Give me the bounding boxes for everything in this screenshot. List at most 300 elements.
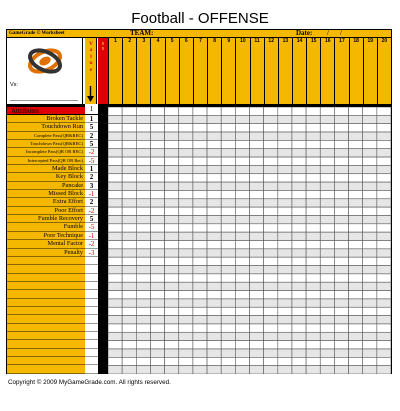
grade-cell[interactable] [334,332,348,340]
grade-cell[interactable] [264,257,278,265]
grade-cell[interactable] [306,199,320,207]
grade-cell[interactable] [363,366,377,374]
blank-value-cell[interactable] [85,332,98,340]
grade-cell[interactable] [349,215,363,223]
grade-cell[interactable] [377,332,391,340]
grade-cell[interactable] [221,165,235,173]
grade-cell[interactable] [306,349,320,357]
grade-cell[interactable] [165,274,179,282]
grade-cell[interactable] [264,124,278,132]
blank-value-cell[interactable] [85,365,98,373]
grade-cell[interactable] [264,157,278,165]
grade-cell[interactable] [363,307,377,315]
grade-cell[interactable] [334,307,348,315]
blank-value-cell[interactable] [85,357,98,365]
grade-cell[interactable] [207,107,221,115]
grade-cell[interactable] [136,241,150,249]
blank-value-cell[interactable] [85,290,98,298]
grade-cell[interactable] [165,291,179,299]
grade-cell[interactable] [122,341,136,349]
grade-cell[interactable] [122,241,136,249]
blank-value-cell[interactable] [85,299,98,307]
grade-cell[interactable] [334,224,348,232]
grade-cell[interactable] [377,174,391,182]
grade-cell[interactable] [207,224,221,232]
blank-value-cell[interactable] [85,307,98,315]
grade-cell[interactable] [278,241,292,249]
grade-cell[interactable] [165,249,179,257]
grade-cell[interactable] [108,132,122,140]
grade-cell[interactable] [264,241,278,249]
grade-cell[interactable] [136,349,150,357]
grade-cell[interactable] [150,174,164,182]
grade-cell[interactable] [179,124,193,132]
grade-cell[interactable] [349,199,363,207]
grade-cell[interactable] [108,291,122,299]
grade-cell[interactable] [108,341,122,349]
grade-cell[interactable] [278,274,292,282]
grade-cell[interactable] [179,291,193,299]
grade-cell[interactable] [377,299,391,307]
grade-cell[interactable] [179,115,193,123]
grade-cell[interactable] [207,249,221,257]
grade-cell[interactable] [136,140,150,148]
blank-attribute-row[interactable] [7,349,85,357]
grade-cell[interactable] [278,307,292,315]
grade-cell[interactable] [306,232,320,240]
grade-cell[interactable] [150,182,164,190]
grade-cell[interactable] [349,366,363,374]
grade-cell[interactable] [250,291,264,299]
grade-cell[interactable] [278,332,292,340]
grade-cell[interactable] [122,357,136,365]
grade-cell[interactable] [136,182,150,190]
grade-cell[interactable] [179,241,193,249]
grade-cell[interactable] [349,182,363,190]
grade-cell[interactable] [235,366,249,374]
grade-cell[interactable] [306,241,320,249]
grade-cell[interactable] [193,291,207,299]
grade-cell[interactable] [221,140,235,148]
grade-cell[interactable] [334,316,348,324]
blank-value-cell[interactable] [85,315,98,323]
grade-cell[interactable] [363,107,377,115]
grade-cell[interactable] [250,324,264,332]
grade-cell[interactable] [193,182,207,190]
grade-cell[interactable] [108,274,122,282]
grade-cell[interactable] [108,257,122,265]
grade-cell[interactable] [363,324,377,332]
grade-cell[interactable] [363,115,377,123]
grade-cell[interactable] [108,249,122,257]
grade-cell[interactable] [292,291,306,299]
grade-cell[interactable] [179,190,193,198]
grade-cell[interactable] [179,140,193,148]
grade-cell[interactable] [179,324,193,332]
grade-cell[interactable] [221,257,235,265]
blank-value-cell[interactable] [85,282,98,290]
grade-cell[interactable] [306,115,320,123]
grade-cell[interactable] [122,140,136,148]
grade-cell[interactable] [292,332,306,340]
grade-cell[interactable] [349,282,363,290]
grade-cell[interactable] [122,149,136,157]
grade-cell[interactable] [264,182,278,190]
grade-cell[interactable] [165,115,179,123]
grade-cell[interactable] [122,190,136,198]
grade-cell[interactable] [136,174,150,182]
grade-cell[interactable] [250,249,264,257]
grade-cell[interactable] [165,224,179,232]
grade-cell[interactable] [306,332,320,340]
grade-cell[interactable] [250,149,264,157]
grade-cell[interactable] [377,149,391,157]
grade-cell[interactable] [292,232,306,240]
grade-cell[interactable] [150,157,164,165]
grade-cell[interactable] [292,282,306,290]
grade-cell[interactable] [334,249,348,257]
grade-cell[interactable] [136,132,150,140]
grade-cell[interactable] [363,165,377,173]
grade-cell[interactable] [193,215,207,223]
grade-cell[interactable] [250,257,264,265]
grade-cell[interactable] [306,274,320,282]
grade-cell[interactable] [207,341,221,349]
grade-cell[interactable] [150,274,164,282]
grade-cell[interactable] [235,349,249,357]
grade-cell[interactable] [193,232,207,240]
grade-cell[interactable] [179,332,193,340]
grade-cell[interactable] [221,241,235,249]
grade-cell[interactable] [122,249,136,257]
grade-cell[interactable] [221,132,235,140]
grade-cell[interactable] [108,140,122,148]
grade-cell[interactable] [320,165,334,173]
grade-cell[interactable] [150,224,164,232]
grade-cell[interactable] [193,316,207,324]
blank-attribute-row[interactable] [7,340,85,348]
grade-cell[interactable] [264,140,278,148]
grade-cell[interactable] [264,224,278,232]
grade-cell[interactable] [235,232,249,240]
grade-cell[interactable] [122,124,136,132]
grade-cell[interactable] [349,291,363,299]
grade-cell[interactable] [278,366,292,374]
grade-cell[interactable] [165,316,179,324]
grade-cell[interactable] [306,307,320,315]
grade-cell[interactable] [235,157,249,165]
grade-cell[interactable] [108,124,122,132]
grade-cell[interactable] [320,282,334,290]
grade-cell[interactable] [221,366,235,374]
grade-cell[interactable] [179,366,193,374]
grade-cell[interactable] [150,341,164,349]
grade-cell[interactable] [363,132,377,140]
blank-value-cell[interactable] [85,257,98,265]
grade-cell[interactable] [264,291,278,299]
grade-cell[interactable] [334,132,348,140]
grade-cell[interactable] [250,207,264,215]
grade-cell[interactable] [250,266,264,274]
grade-cell[interactable] [377,165,391,173]
grade-cell[interactable] [221,199,235,207]
grade-cell[interactable] [264,307,278,315]
grade-cell[interactable] [235,140,249,148]
grade-cell[interactable] [250,357,264,365]
blank-value-cell[interactable] [85,349,98,357]
grade-cell[interactable] [250,190,264,198]
grade-cell[interactable] [377,282,391,290]
grade-cell[interactable] [165,132,179,140]
grade-cell[interactable] [250,307,264,315]
blank-value-cell[interactable] [85,324,98,332]
grade-cell[interactable] [108,266,122,274]
grade-cell[interactable] [278,215,292,223]
grade-cell[interactable] [334,190,348,198]
grade-cell[interactable] [250,349,264,357]
grade-cell[interactable] [150,299,164,307]
grade-cell[interactable] [179,199,193,207]
grade-cell[interactable] [122,324,136,332]
grade-cell[interactable] [363,140,377,148]
grade-cell[interactable] [108,199,122,207]
grade-cell[interactable] [334,241,348,249]
grade-cell[interactable] [250,282,264,290]
grade-cell[interactable] [108,307,122,315]
grade-cell[interactable] [320,249,334,257]
grade-cell[interactable] [363,207,377,215]
grade-cell[interactable] [207,349,221,357]
grade-cell[interactable] [349,149,363,157]
grade-cell[interactable] [377,307,391,315]
grade-cell[interactable] [264,316,278,324]
grade-cell[interactable] [349,324,363,332]
grade-cell[interactable] [193,124,207,132]
grade-cell[interactable] [250,366,264,374]
grade-cell[interactable] [108,332,122,340]
grade-cell[interactable] [150,291,164,299]
grade-cell[interactable] [136,366,150,374]
grade-cell[interactable] [349,307,363,315]
grade-cell[interactable] [122,274,136,282]
grade-cell[interactable] [207,199,221,207]
grade-cell[interactable] [221,190,235,198]
grade-cell[interactable] [136,232,150,240]
grade-cell[interactable] [320,207,334,215]
blank-attribute-row[interactable] [7,282,85,290]
grade-cell[interactable] [320,299,334,307]
grade-cell[interactable] [292,241,306,249]
grade-cell[interactable] [306,316,320,324]
grade-cell[interactable] [179,257,193,265]
grade-cell[interactable] [320,349,334,357]
grade-cell[interactable] [363,215,377,223]
grade-cell[interactable] [292,307,306,315]
grade-cell[interactable] [264,274,278,282]
grade-cell[interactable] [292,215,306,223]
grade-cell[interactable] [278,324,292,332]
grade-cell[interactable] [165,241,179,249]
grade-cell[interactable] [221,282,235,290]
grade-cell[interactable] [250,241,264,249]
grade-cell[interactable] [150,241,164,249]
grade-cell[interactable] [264,232,278,240]
grade-cell[interactable] [165,190,179,198]
grade-cell[interactable] [377,249,391,257]
grade-cell[interactable] [377,182,391,190]
grade-cell[interactable] [320,107,334,115]
grade-cell[interactable] [349,190,363,198]
grade-cell[interactable] [179,341,193,349]
grade-cell[interactable] [235,266,249,274]
grade-cell[interactable] [193,324,207,332]
grade-cell[interactable] [250,274,264,282]
grade-cell[interactable] [122,157,136,165]
grade-cell[interactable] [136,341,150,349]
grade-cell[interactable] [207,291,221,299]
grade-cell[interactable] [306,257,320,265]
grade-cell[interactable] [306,132,320,140]
grade-cell[interactable] [264,149,278,157]
grade-cell[interactable] [334,165,348,173]
grade-cell[interactable] [150,115,164,123]
grade-cell[interactable] [334,107,348,115]
grade-cell[interactable] [377,241,391,249]
grade-cell[interactable] [320,115,334,123]
grade-cell[interactable] [207,174,221,182]
grade-cell[interactable] [179,266,193,274]
grade-cell[interactable] [165,282,179,290]
grade-cell[interactable] [221,357,235,365]
grade-cell[interactable] [292,316,306,324]
grade-cell[interactable] [122,316,136,324]
grade-cell[interactable] [221,157,235,165]
grade-cell[interactable] [165,124,179,132]
grade-cell[interactable] [136,307,150,315]
grade-cell[interactable] [349,299,363,307]
grade-cell[interactable] [179,157,193,165]
grade-cell[interactable] [334,291,348,299]
grade-cell[interactable] [264,282,278,290]
grade-cell[interactable] [292,224,306,232]
grade-cell[interactable] [363,182,377,190]
grade-cell[interactable] [278,199,292,207]
grade-cell[interactable] [320,357,334,365]
grade-cell[interactable] [207,215,221,223]
grade-cell[interactable] [122,282,136,290]
grade-cell[interactable] [221,107,235,115]
grade-cell[interactable] [349,274,363,282]
grade-cell[interactable] [320,324,334,332]
grade-cell[interactable] [278,224,292,232]
grade-cell[interactable] [334,349,348,357]
grade-cell[interactable] [320,341,334,349]
grade-cell[interactable] [207,241,221,249]
grade-cell[interactable] [179,349,193,357]
grade-cell[interactable] [136,107,150,115]
grade-cell[interactable] [207,316,221,324]
grade-cell[interactable] [150,332,164,340]
grade-cell[interactable] [334,174,348,182]
grade-cell[interactable] [207,332,221,340]
grade-cell[interactable] [264,357,278,365]
grade-cell[interactable] [292,207,306,215]
grade-cell[interactable] [320,307,334,315]
grade-cell[interactable] [122,291,136,299]
grade-cell[interactable] [320,366,334,374]
grade-cell[interactable] [193,241,207,249]
grade-cell[interactable] [363,274,377,282]
grade-cell[interactable] [278,107,292,115]
grade-cell[interactable] [235,299,249,307]
grade-cell[interactable] [122,266,136,274]
grade-cell[interactable] [377,124,391,132]
grade-cell[interactable] [250,299,264,307]
grade-cell[interactable] [108,182,122,190]
grade-cell[interactable] [136,257,150,265]
grade-cell[interactable] [179,316,193,324]
blank-attribute-row[interactable] [7,324,85,332]
grade-cell[interactable] [306,366,320,374]
grade-cell[interactable] [264,349,278,357]
grade-cell[interactable] [221,207,235,215]
grade-cell[interactable] [193,341,207,349]
grade-cell[interactable] [334,115,348,123]
grade-cell[interactable] [165,165,179,173]
blank-attribute-row[interactable] [7,365,85,373]
grade-cell[interactable] [207,282,221,290]
grade-cell[interactable] [221,341,235,349]
grade-cell[interactable] [136,124,150,132]
grade-cell[interactable] [264,324,278,332]
grade-cell[interactable] [193,132,207,140]
grade-cell[interactable] [150,215,164,223]
grade-cell[interactable] [264,165,278,173]
grade-cell[interactable] [363,199,377,207]
grade-cell[interactable] [136,249,150,257]
grade-cell[interactable] [377,207,391,215]
grade-cell[interactable] [264,215,278,223]
grade-cell[interactable] [363,282,377,290]
grade-cell[interactable] [349,316,363,324]
grade-cell[interactable] [278,115,292,123]
grade-cell[interactable] [349,132,363,140]
grade-cell[interactable] [235,341,249,349]
grade-cell[interactable] [136,299,150,307]
grade-cell[interactable] [250,316,264,324]
grade-cell[interactable] [334,357,348,365]
blank-attribute-row[interactable] [7,307,85,315]
grade-cell[interactable] [193,140,207,148]
grade-cell[interactable] [334,182,348,190]
grade-cell[interactable] [193,266,207,274]
grade-cell[interactable] [264,299,278,307]
grade-cell[interactable] [221,224,235,232]
grade-cell[interactable] [306,224,320,232]
grade-cell[interactable] [235,124,249,132]
grade-cell[interactable] [349,341,363,349]
grade-cell[interactable] [250,232,264,240]
grade-cell[interactable] [136,165,150,173]
grade-cell[interactable] [363,149,377,157]
grade-cell[interactable] [306,182,320,190]
blank-value-cell[interactable] [85,274,98,282]
grade-cell[interactable] [264,107,278,115]
grade-cell[interactable] [250,174,264,182]
grade-cell[interactable] [108,165,122,173]
grade-cell[interactable] [150,190,164,198]
blank-attribute-row[interactable] [7,357,85,365]
